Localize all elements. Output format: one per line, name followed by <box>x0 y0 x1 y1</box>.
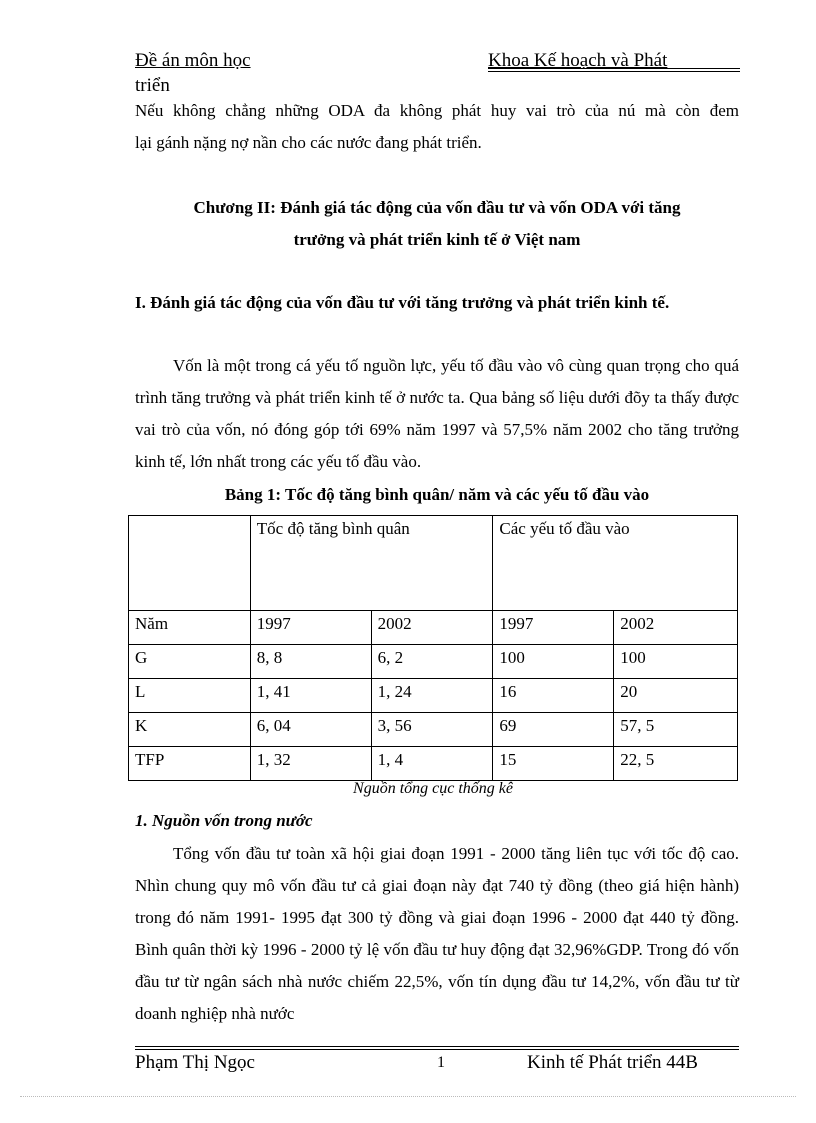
intro-line-1: Nếu không chẳng những ODA đa không phát huy vai trò của nú mà còn đem <box>135 101 739 120</box>
table-cell: Năm <box>129 611 251 645</box>
table-cell: 6, 2 <box>371 645 493 679</box>
footer-class: Kinh tế Phát triển 44B <box>527 1052 698 1073</box>
chapter-title-line-2: trưởng và phát triển kinh tế ở Việt nam <box>293 230 581 249</box>
table-cell: 6, 04 <box>250 713 371 747</box>
page-number: 1 <box>437 1054 445 1071</box>
page-bottom-divider <box>20 1096 796 1097</box>
table-cell: 2002 <box>614 611 738 645</box>
section-title: I. Đánh giá tác động của vốn đầu tư với tăng trưởng và phát triển kinh tế. <box>135 293 670 312</box>
table-cell <box>129 516 251 611</box>
table-cell: 1, 4 <box>371 747 493 781</box>
table-row <box>129 679 738 713</box>
table-cell: 100 <box>614 645 738 679</box>
footer-rule <box>135 1046 739 1050</box>
table-cell: 57, 5 <box>614 713 738 747</box>
table-cell: 1997 <box>250 611 371 645</box>
table-cell: 2002 <box>371 611 493 645</box>
table-cell: 1, 24 <box>371 679 493 713</box>
table-cell: 1997 <box>493 611 614 645</box>
header-left: Đề án môn học <box>135 50 251 71</box>
table-cell: 69 <box>493 713 614 747</box>
table-row <box>129 713 738 747</box>
table-cell: 3, 56 <box>371 713 493 747</box>
chapter-title-line-1: Chương II: Đánh giá tác động của vốn đầu tư và vốn ODA với tăng <box>193 198 681 217</box>
data-table <box>128 515 738 781</box>
table-group-header-row <box>129 516 738 611</box>
header-continuation: triển <box>135 75 170 96</box>
intro-line-2: lại gánh nặng nợ nần cho các nước đang phát triển. <box>135 133 482 152</box>
table-group-header: Tốc độ tăng bình quân <box>250 516 493 611</box>
chapter-title <box>135 192 739 256</box>
footer-author: Phạm Thị Ngọc <box>135 1052 255 1073</box>
table-row <box>129 747 738 781</box>
table-cell: 1, 41 <box>250 679 371 713</box>
table-year-row <box>129 611 738 645</box>
table-caption: Bảng 1: Tốc độ tăng bình quân/ năm và các yếu tố đầu vào <box>224 485 650 504</box>
table-cell: TFP <box>129 747 251 781</box>
table-group-header: Các yếu tố đầu vào <box>493 516 738 611</box>
body-paragraph-2: Tổng vốn đầu tư toàn xã hội giai đoạn 1991 - 2000 tăng liên tục với tốc độ cao. Nhìn chung quy mô vốn đầu tư cả giai đoạn này đạt 740 tỷ đồng (theo giá hiện hành) trong đó năm 1991- 1995 đạt 300 tỷ đồng và giai đoạn 1996 - 2000 đạt 440 tỷ đồng. Bình quân thời kỳ 1996 - 2000 tỷ lệ vốn đầu tư huy động đạt 32,96%GDP. Trong đó vốn đầu tư từ ngân sách nhà nước chiếm 22,5%, vốn tín dụng đầu tư 14,2%, vốn đầu tư từ doanh nghiệp nhà nước <box>135 844 739 1023</box>
table-cell: K <box>129 713 251 747</box>
table-cell: G <box>129 645 251 679</box>
table-cell: 15 <box>493 747 614 781</box>
table-cell: 1, 32 <box>250 747 371 781</box>
table-cell: 8, 8 <box>250 645 371 679</box>
table-cell: 22, 5 <box>614 747 738 781</box>
table-cell: L <box>129 679 251 713</box>
body-paragraph-1: Vốn là một trong cá yếu tố nguồn lực, yếu tố đầu vào vô cùng quan trọng cho quá trình tăng trưởng và phát triển kinh tế ở nước ta. Qua bảng số liệu dưới đõy ta thấy được vai trò của vốn, nó đóng góp tới 69% năm 1997 và 57,5% năm 2002 cho tăng trưởng kinh tế, lớn nhất trong các yếu tố đầu vào. <box>135 356 739 471</box>
table-cell: 100 <box>493 645 614 679</box>
header-rule <box>488 68 740 72</box>
header-right: Khoa Kế hoạch và Phát <box>488 50 668 71</box>
intro-paragraph <box>135 95 739 159</box>
subsection-title: 1. Nguồn vốn trong nước <box>135 811 313 830</box>
table-cell: 16 <box>493 679 614 713</box>
table-row <box>129 645 738 679</box>
table-source: Nguồn tổng cục thống kê <box>353 780 513 797</box>
table-cell: 20 <box>614 679 738 713</box>
